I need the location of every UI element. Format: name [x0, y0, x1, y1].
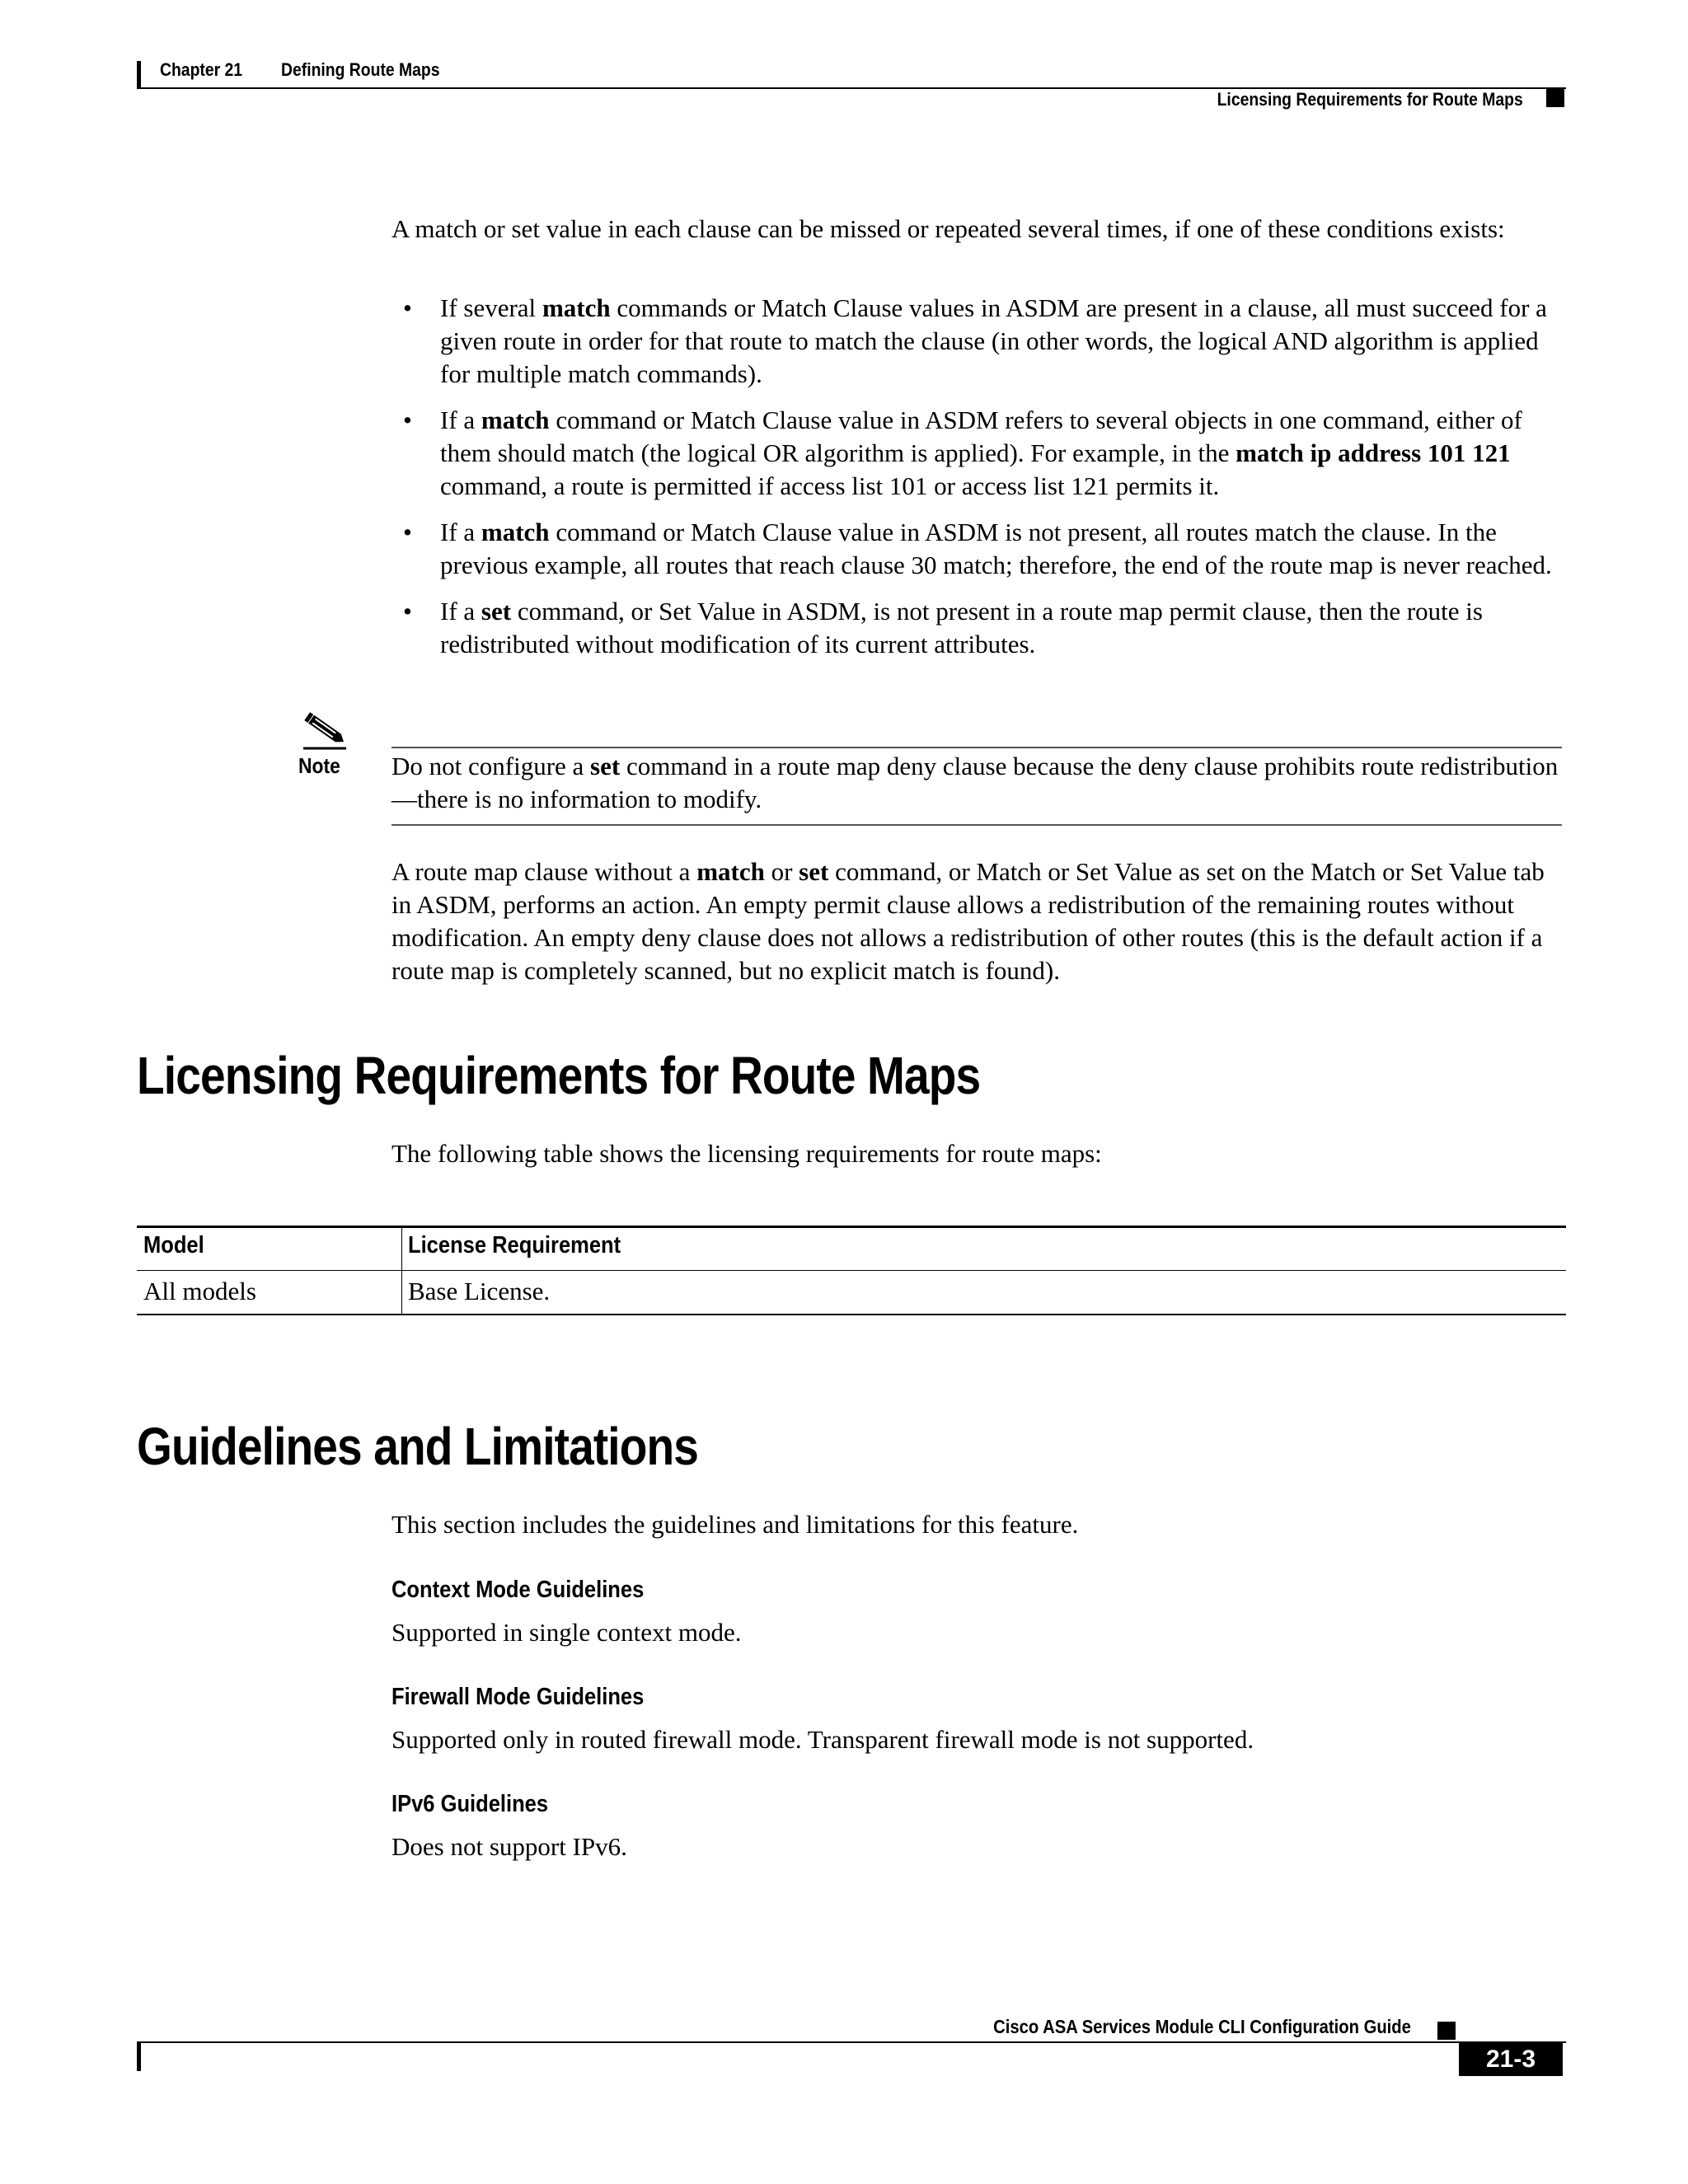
table-rule-top: [137, 1226, 1566, 1228]
header-section-title: Licensing Requirements for Route Maps: [1217, 89, 1523, 110]
table-header-model: Model: [143, 1232, 204, 1258]
bullet-icon: •: [403, 405, 412, 434]
pencil-note-icon: [302, 707, 348, 750]
context-mode-heading: Context Mode Guidelines: [392, 1577, 645, 1603]
header-square-mark: [1546, 89, 1564, 107]
note-rule-bottom: [392, 824, 1562, 826]
footer-guide-title: Cisco ASA Services Module CLI Configuration Guide: [993, 2016, 1411, 2037]
table-cell-model: All models: [143, 1277, 256, 1305]
list-item: • If a match command or Match Clause value in ASDM refers to several objects in one command, either of them should match (the logical OR algorithm is applied). For example, in the match ip address 101 121 command, a route is permitted if access list 101 or access list 121 permits it.: [403, 405, 1522, 500]
intro-paragraph: A match or set value in each clause can be missed or repeated several times, if one of these conditions exists:: [392, 214, 1505, 243]
page-number: 21-3: [1459, 2043, 1563, 2076]
licensing-heading: Licensing Requirements for Route Maps: [137, 1046, 981, 1105]
bullet-icon: •: [403, 293, 412, 322]
table-column-divider: [401, 1228, 402, 1314]
footer-rule: [137, 2041, 1566, 2043]
ipv6-heading: IPv6 Guidelines: [392, 1791, 549, 1817]
header-chapter: Chapter 21: [160, 59, 243, 80]
note-label: Note: [298, 753, 340, 778]
context-mode-text: Supported in single context mode.: [392, 1618, 742, 1647]
conditions-list: [392, 292, 1562, 674]
ipv6-text: Does not support IPv6.: [392, 1832, 627, 1861]
firewall-mode-text: Supported only in routed firewall mode. Transparent firewall mode is not supported.: [392, 1725, 1254, 1754]
licensing-intro: The following table shows the licensing requirements for route maps:: [392, 1139, 1102, 1168]
footer-square-mark: [1437, 2022, 1456, 2040]
note-rule-top: [392, 747, 1562, 748]
table-cell-license: Base License.: [408, 1277, 551, 1305]
table-rule-middle: [137, 1270, 1566, 1271]
header-margin-bar: [137, 61, 141, 89]
list-item: • If a match command or Match Clause value in ASDM is not present, all routes match the clause. In the previous example, all routes that reach clause 30 match; therefore, the end of the route map is never reached.: [403, 518, 1552, 579]
licensing-table: [137, 1226, 1566, 1316]
table-header-license: License Requirement: [408, 1232, 621, 1258]
bullet-icon: •: [403, 518, 412, 546]
footer-margin-bar: [137, 2043, 141, 2071]
table-rule-bottom: [137, 1314, 1566, 1315]
header-chapter-title: Defining Route Maps: [281, 59, 440, 80]
list-item: • If several match commands or Match Clause values in ASDM are present in a clause, all must succeed for a given route in order for that route to match the clause (in other words, the logical AND algorithm is applied for multiple match commands).: [403, 293, 1547, 388]
note-text: Do not configure a set command in a route map deny clause because the deny clause prohibits route redistribution—there is no information to modify.: [392, 752, 1559, 813]
firewall-mode-heading: Firewall Mode Guidelines: [392, 1684, 645, 1710]
bullet-icon: •: [403, 597, 412, 626]
guidelines-intro: This section includes the guidelines and limitations for this feature.: [392, 1510, 1079, 1539]
route-map-clause-paragraph: A route map clause without a match or set command, or Match or Set Value as set on the Match or Set Value tab in ASDM, performs an action. An empty permit clause allows a redistribution of the remaining routes without modification. An empty deny clause does not allows a redistribution of other routes (this is the default action if a route map is completely scanned, but no explicit match is found).: [392, 857, 1545, 985]
list-item: • If a set command, or Set Value in ASDM, is not present in a route map permit clause, then the route is redistributed without modification of its current attributes.: [403, 597, 1483, 658]
guidelines-heading: Guidelines and Limitations: [137, 1417, 699, 1476]
